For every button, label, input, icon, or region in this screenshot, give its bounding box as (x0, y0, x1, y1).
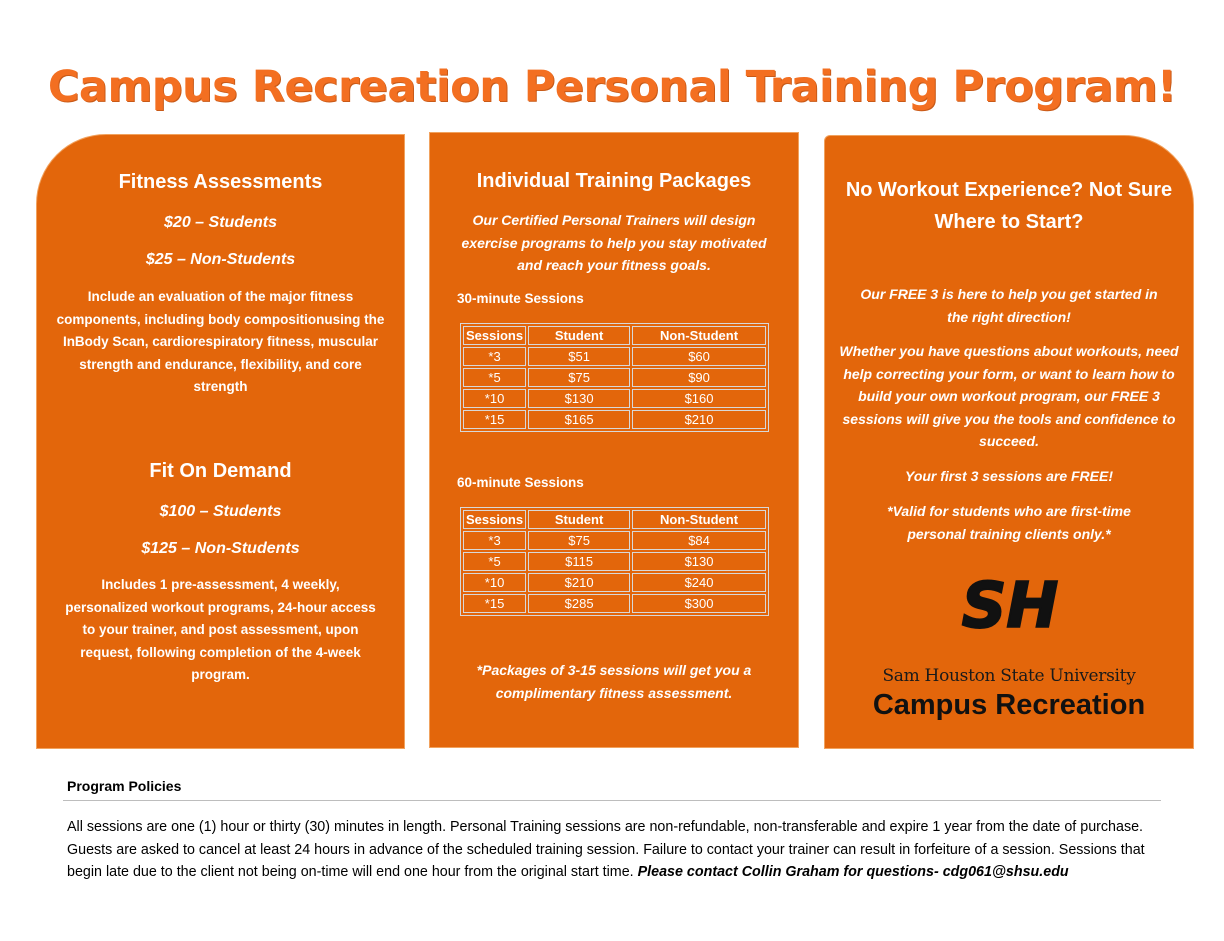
fitness-assessments-panel (36, 134, 405, 749)
table-header-row (463, 326, 766, 345)
free-3-eligibility: *Valid for students who are first-time personal training clients only.* (887, 503, 1131, 542)
table-cell: *3 (463, 347, 526, 366)
table-row (463, 410, 766, 429)
policies-title: Program Policies (67, 778, 182, 794)
pricing-table-60 (460, 507, 769, 616)
table-cell: *5 (463, 368, 526, 387)
training-packages-panel (429, 132, 799, 748)
table-row (463, 531, 766, 550)
table-cell: *10 (463, 573, 526, 592)
logo-department-name: Campus Recreation (872, 689, 1146, 721)
table-cell: $84 (632, 531, 766, 550)
training-packages-heading: Individual Training Packages (476, 170, 752, 192)
assessments-price-non-students: $25 – Non-Students (145, 251, 296, 268)
free-3-panel (824, 135, 1194, 749)
table-cell: $210 (528, 573, 630, 592)
table-cell: *15 (463, 594, 526, 613)
fod-description: Includes 1 pre-assessment, 4 weekly, personalized workout programs, 24-hour access to your trainer, and post assessment, upon request, following completion of the 4-week program. (65, 577, 376, 682)
fitness-assessments-heading: Fitness Assessments (118, 171, 323, 193)
table-cell: $240 (632, 573, 766, 592)
table-row (463, 573, 766, 592)
policies-contact: Please contact Collin Graham for questions- cdg061@shsu.edu (637, 864, 1069, 880)
table-header-row (463, 510, 766, 529)
assessments-price-students: $20 – Students (164, 214, 277, 231)
free-3-intro: Our FREE 3 is here to help you get started in the right direction! (860, 286, 1158, 325)
table-cell: $285 (528, 594, 630, 613)
table-cell: $130 (632, 552, 766, 571)
column-header: Student (528, 326, 630, 345)
table-cell: *5 (463, 552, 526, 571)
page-title: Campus Recreation Personal Training Program! (47, 62, 1177, 112)
free-3-description: Whether you have questions about workouts, need help correcting your form, or want to learn how to build your own workout program, our FREE 3 sessions will give you the tools and confidence to succeed. (839, 343, 1179, 449)
table-cell: *3 (463, 531, 526, 550)
packages-footnote: *Packages of 3-15 sessions will get you a complimentary fitness assessment. (476, 662, 752, 701)
table-60-label: 60-minute Sessions (457, 475, 584, 490)
policies-text (67, 816, 1162, 884)
table-cell: $160 (632, 389, 766, 408)
table-row (463, 368, 766, 387)
table-cell: *15 (463, 410, 526, 429)
table-cell: $130 (528, 389, 630, 408)
table-cell: $51 (528, 347, 630, 366)
fod-price-students: $100 – Students (159, 503, 282, 520)
table-row (463, 389, 766, 408)
shsu-logo-icon (955, 573, 1065, 633)
assessments-description: Include an evaluation of the major fitness components, including body compositionusing the InBody Scan, cardiorespiratory fitness, muscular strength and endurance, flexibility, and core strength (56, 289, 385, 394)
table-cell: *10 (463, 389, 526, 408)
column-header: Sessions (463, 326, 526, 345)
table-30-label: 30-minute Sessions (457, 291, 584, 306)
training-packages-intro: Our Certified Personal Trainers will design exercise programs to help you stay motivated and reach your fitness goals. (461, 212, 767, 273)
table-cell: $165 (528, 410, 630, 429)
pricing-table-30 (460, 323, 769, 432)
table-cell: $300 (632, 594, 766, 613)
fit-on-demand-heading: Fit On Demand (149, 460, 292, 482)
table-row (463, 347, 766, 366)
free-3-heading: No Workout Experience? Not Sure Where to Start? (845, 179, 1173, 233)
column-header: Sessions (463, 510, 526, 529)
column-header: Non-Student (632, 326, 766, 345)
table-cell: $210 (632, 410, 766, 429)
logo-university-name: Sam Houston State University (882, 666, 1136, 686)
table-row (463, 594, 766, 613)
shsu-logo-mark: SH (961, 573, 1059, 633)
column-header: Student (528, 510, 630, 529)
table-row (463, 552, 766, 571)
free-3-offer: Your first 3 sessions are FREE! (905, 468, 1113, 484)
table-cell: $75 (528, 531, 630, 550)
fod-price-non-students: $125 – Non-Students (141, 540, 300, 557)
table-cell: $75 (528, 368, 630, 387)
policies-divider (63, 800, 1161, 801)
table-cell: $115 (528, 552, 630, 571)
column-header: Non-Student (632, 510, 766, 529)
policies-body: All sessions are one (1) hour or thirty (30) minutes in length. Personal Training sessions are non-refundable, non-transferable and expire 1 year from the date of purchase. Guests are asked to cancel at least 24 hours in advance of the scheduled training session. Failure to contact your trainer can result in forfeiture of a session. Sessions that begin late due to the client not being on-time will end one hour from the original start time. (67, 819, 1145, 880)
table-cell: $90 (632, 368, 766, 387)
table-cell: $60 (632, 347, 766, 366)
